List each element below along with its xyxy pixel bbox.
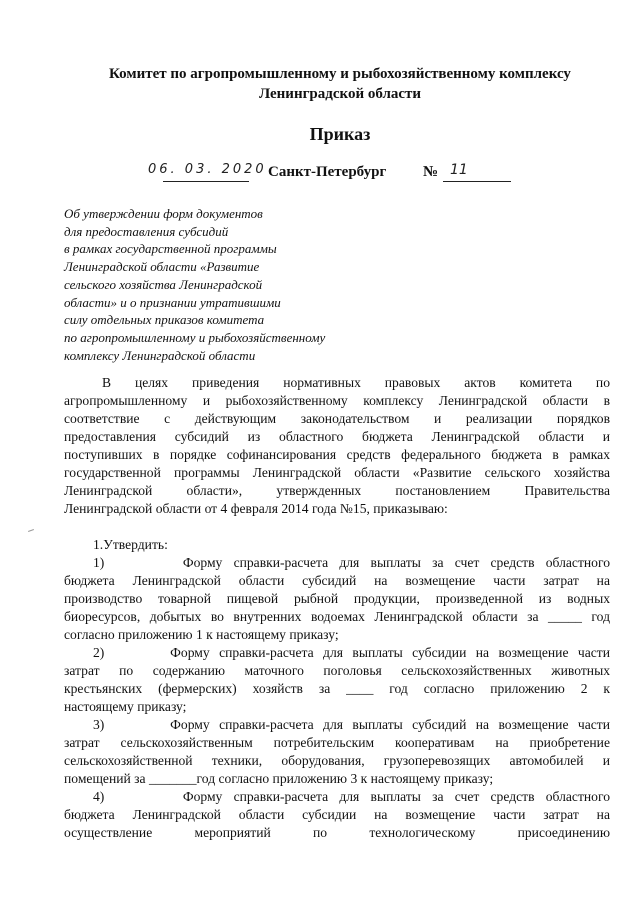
item-3-line: помещений за _______год согласно приложению 3 к настоящему приказу; [64, 771, 494, 786]
item-3-line: сельскохозяйственной техники, оборудования, грузоперевозящих автомобилей и [64, 753, 610, 768]
item-4-first-line: 4) Форму справки-расчета для выплаты за счет средств областного [93, 789, 610, 804]
order-subject [64, 205, 384, 364]
intro-line: Ленинградской области от 4 февраля 2014 года №15, приказываю: [64, 501, 448, 516]
intro-line: В целях приведения нормативных правовых актов комитета по [102, 375, 610, 390]
subject-line: области» и о признании утратившими [64, 294, 281, 310]
intro-line: поступивших в порядке софинансирования средств федерального бюджета в рамках [64, 447, 610, 462]
scan-mark [28, 529, 34, 532]
subject-line: силу отдельных приказов комитета [64, 312, 265, 328]
item-2-line: настоящему приказу; [64, 699, 187, 714]
order-body [64, 374, 610, 842]
item-2-first-line: 2) Форму справки-расчета для выплаты субсидии на возмещение части [93, 645, 610, 660]
intro-line: Ленинградской области», утвержденных постановлением Правительства [64, 483, 610, 498]
intro-line: агропромышленному и рыбохозяйственному комплексу Ленинградской области в [64, 393, 610, 408]
item-3-first-line: 3) Форму справки-расчета для выплаты субсидий на возмещение части [93, 717, 610, 732]
item-1-line: производство товарной пищевой рыбной продукции, произведенной из водных [64, 591, 610, 606]
intro-line: соответствие с действующим законодательством и реализации порядков [64, 411, 610, 426]
item-1-line: биоресурсов, добытых во внутренних водоемах Ленинградской области за _____ год [64, 609, 610, 624]
paragraph-spacer [64, 518, 610, 536]
number-sign: № [423, 164, 439, 180]
date-number-row [0, 160, 640, 194]
handwritten-number: 11 [450, 162, 468, 178]
city-name: Санкт-Петербург [268, 164, 387, 180]
subject-line: сельского хозяйства Ленинградской [64, 276, 263, 292]
item-1-line: бюджета Ленинградской области субсидий на возмещение части затрат на [64, 573, 610, 588]
approve-heading: 1.Утвердить: [93, 537, 168, 552]
item-3-line: затрат сельскохозяйственным потребительским кооперативам на приобретение [64, 735, 610, 750]
handwritten-date: 06. 03. 2020 [148, 162, 267, 177]
number-underline [443, 181, 511, 182]
date-underline [163, 181, 249, 182]
item-4-line: осуществление мероприятий по технологическому присоединению [64, 825, 610, 840]
subject-line: по агропромышленному и рыбохозяйственному [64, 329, 326, 345]
subject-line: Ленинградской области «Развитие [64, 259, 260, 275]
item-2-line: крестьянских (фермерских) хозяйств за ____ год согласно приложению 2 к [64, 681, 610, 696]
subject-line: Об утверждении форм документов [64, 206, 263, 221]
committee-name-line1: Комитет по агропромышленному и рыбохозяйственному комплексу [109, 66, 571, 82]
item-1-line: согласно приложению 1 к настоящему приказу; [64, 627, 339, 642]
subject-line: для предоставления субсидий [64, 223, 229, 239]
item-4-line: бюджета Ленинградской области субсидии на возмещение части затрат на [64, 807, 610, 822]
document-title: Приказ [309, 124, 371, 144]
intro-line: государственной программы Ленинградской области «Развитие сельского хозяйства [64, 465, 610, 480]
subject-line: в рамках государственной программы [64, 241, 277, 257]
committee-name-line2: Ленинградской области [258, 86, 422, 102]
intro-line: предоставления субсидий из областного бюджета Ленинградской области и [64, 429, 610, 444]
item-1-first-line: 1) Форму справки-расчета для выплаты за счет средств областного [93, 555, 610, 570]
subject-line: комплексу Ленинградской области [64, 347, 256, 363]
item-2-line: затрат по содержанию маточного поголовья сельскохозяйственных животных [64, 663, 610, 678]
